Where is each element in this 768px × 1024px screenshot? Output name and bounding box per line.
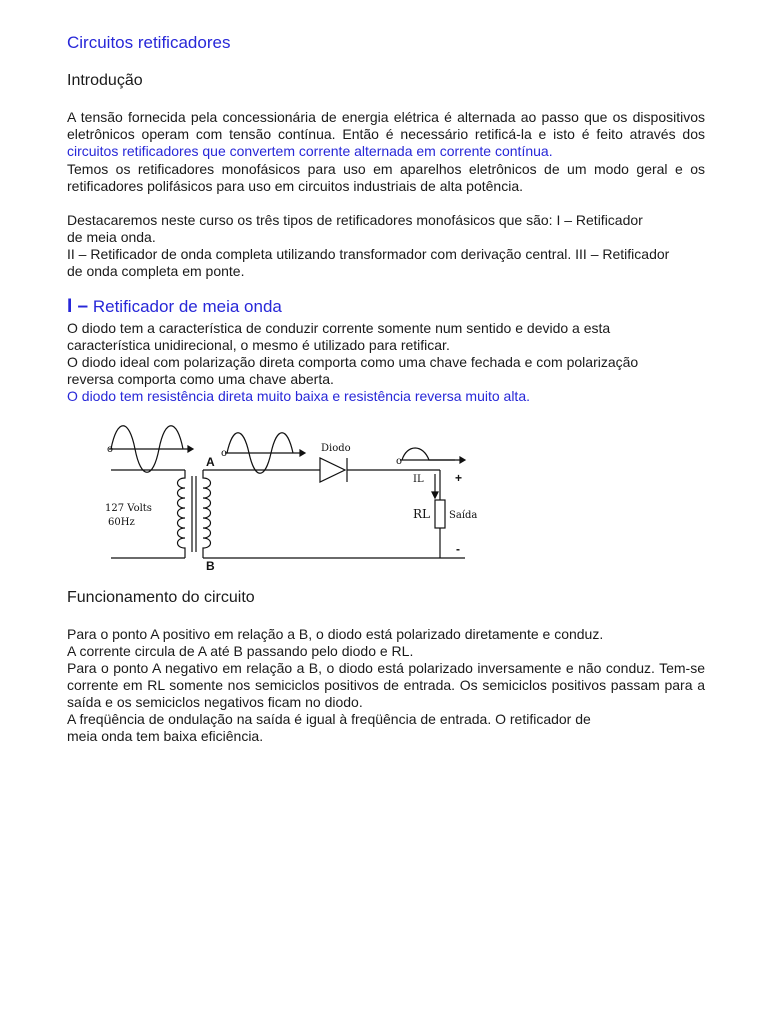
output-wave-arrow: [460, 457, 465, 463]
body-line: reversa comporta como uma chave aberta.: [67, 371, 334, 387]
section-title-text: Retificador de meia onda: [88, 297, 282, 316]
current-arrowhead: [432, 492, 438, 498]
node-a-label: A: [206, 455, 215, 469]
output-minus-label: -: [456, 542, 460, 556]
primary-coil: [178, 470, 186, 558]
output-plus-label: +: [455, 471, 463, 485]
intro-text: A tensão fornecida pela concessionária de energia elétrica é alternada ao passo que os dispositivos eletrônicos operam com tensão contínua. Então é necessário retificá-la e isto é feito através dos: [67, 109, 705, 142]
intro-paragraph: [67, 109, 705, 160]
diode-symbol: [320, 458, 345, 482]
types-line: Destacaremos neste curso os três tipos de retificadores monofásicos que são: I – Retificador: [67, 212, 643, 228]
secondary-origin-label: o: [221, 448, 228, 459]
rectifier-types-paragraph: [67, 212, 705, 280]
load-resistor-label: RL: [413, 507, 431, 521]
types-line: II – Retificador de onda completa utilizando transformador com derivação central. III – Retificador: [67, 246, 670, 262]
types-line: de onda completa em ponte.: [67, 263, 245, 279]
secondary-coil: [203, 470, 211, 558]
half-wave-rectifier-diagram: [95, 418, 485, 578]
diode-resistance-highlight: O diodo tem resistência direta muito baixa e resistência reversa muito alta.: [67, 388, 530, 404]
function-paragraph: [67, 626, 705, 745]
intro-paragraph-2: Temos os retificadores monofásicos para uso em aparelhos eletrônicos de um modo geral e os retificadores polifásicos para uso em circuitos industriais de alta potência.: [67, 161, 705, 194]
current-label: IL: [413, 474, 424, 485]
body-line: característica unidirecional, o mesmo é utilizado para retificar.: [67, 337, 450, 353]
secondary-wave-arrow: [300, 450, 305, 456]
intro-highlight: circuitos retificadores que convertem corrente alternada em corrente contínua.: [67, 143, 553, 159]
body-line: Para o ponto A negativo em relação a B, o diodo está polarizado inversamente e não conduz. Tem-se corrente em RL somente nos semiciclos positivos de entrada. Os semiciclos positivos passam para a saída e os semiciclos negativos ficam no diodo.: [67, 660, 705, 710]
output-origin-label: o: [396, 456, 403, 467]
load-resistor: [435, 500, 445, 528]
page-title: Circuitos retificadores: [67, 33, 231, 52]
input-wave-arrow: [188, 446, 193, 452]
output-half-wave: [402, 448, 455, 460]
body-line: meia onda tem baixa eficiência.: [67, 728, 264, 744]
source-voltage-label: 127 Volts: [105, 503, 152, 514]
node-b-label: B: [206, 559, 215, 573]
body-line: O diodo tem a característica de conduzir corrente somente num sentido e devido a esta: [67, 320, 611, 336]
diode-label: Diodo: [321, 443, 351, 454]
input-origin-label: o: [107, 444, 114, 455]
body-line: A freqüência de ondulação na saída é igual à freqüência de entrada. O retificador de: [67, 711, 591, 727]
intro-heading: Introdução: [67, 72, 143, 89]
half-wave-paragraph: [67, 320, 705, 405]
function-heading: Funcionamento do circuito: [67, 589, 255, 606]
types-line: de meia onda.: [67, 229, 156, 245]
output-label: Saída: [449, 510, 478, 521]
body-line: A corrente circula de A até B passando pelo diodo e RL.: [67, 643, 414, 659]
source-frequency-label: 60Hz: [108, 517, 135, 528]
body-line: Para o ponto A positivo em relação a B, o diodo está polarizado diretamente e conduz.: [67, 626, 604, 642]
section-heading: [67, 296, 282, 318]
body-line: O diodo ideal com polarização direta comporta como uma chave fechada e com polarização: [67, 354, 639, 370]
section-roman: I –: [67, 296, 89, 317]
